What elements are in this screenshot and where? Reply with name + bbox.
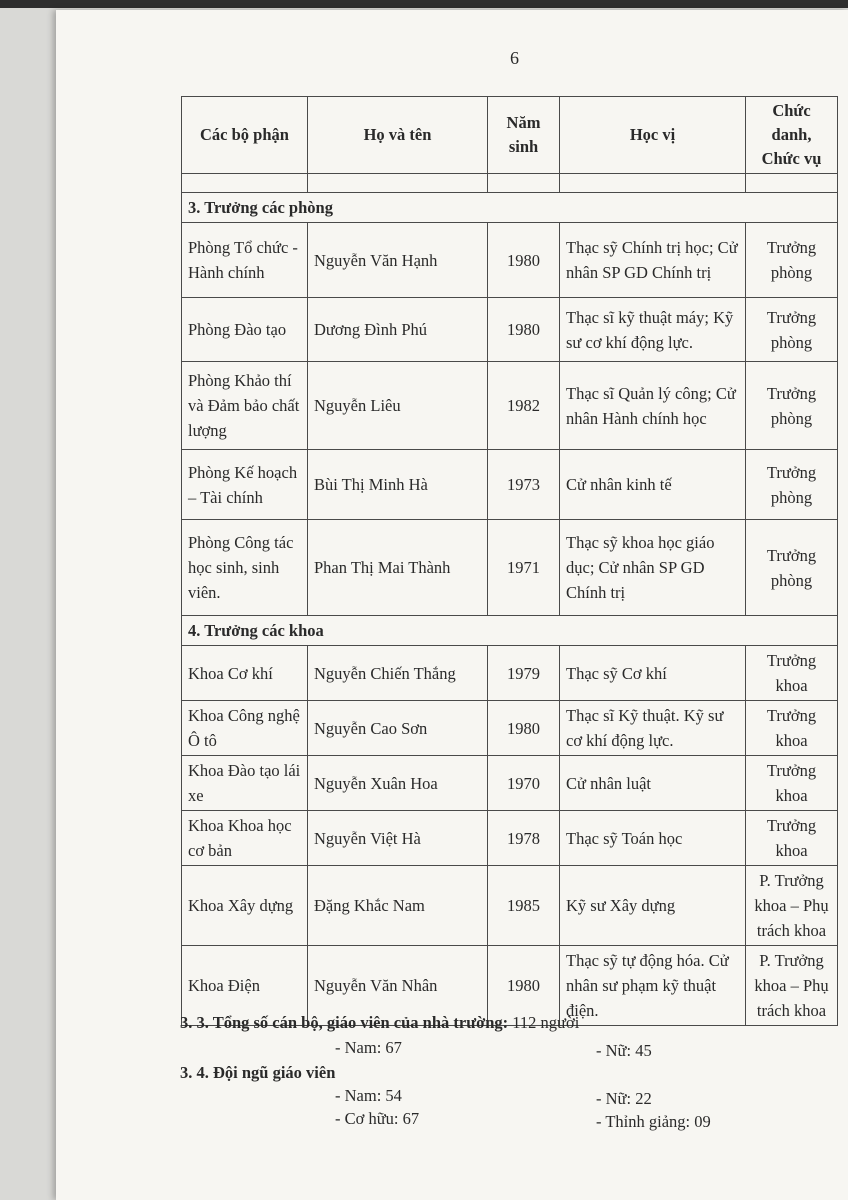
cell-position: Trưởng khoa xyxy=(746,811,838,866)
cell-name: Phan Thị Mai Thành xyxy=(308,520,488,616)
header-name: Họ và tên xyxy=(308,97,488,174)
table-row xyxy=(182,450,838,520)
cell-degree: Thạc sỹ khoa học giáo dục; Cử nhân SP GD Chính trị xyxy=(560,520,746,616)
cell-name: Bùi Thị Minh Hà xyxy=(308,450,488,520)
cell-position: P. Trưởng khoa – Phụ trách khoa xyxy=(746,946,838,1026)
table-row xyxy=(182,298,838,362)
cell-name: Nguyễn Xuân Hoa xyxy=(308,756,488,811)
cell-department: Khoa Đào tạo lái xe xyxy=(182,756,308,811)
cell-position: Trưởng phòng xyxy=(746,450,838,520)
cell-department: Khoa Xây dựng xyxy=(182,866,308,946)
cell-degree: Thạc sĩ kỹ thuật máy; Kỹ sư cơ khí động lực. xyxy=(560,298,746,362)
cell-birth-year: 1980 xyxy=(488,946,560,1026)
cell-degree: Thạc sĩ Kỹ thuật. Kỹ sư cơ khí động lực. xyxy=(560,701,746,756)
table-row xyxy=(182,701,838,756)
table-row xyxy=(182,520,838,616)
cell-birth-year: 1980 xyxy=(488,298,560,362)
cell-department: Khoa Điện xyxy=(182,946,308,1026)
cell-name: Dương Đình Phú xyxy=(308,298,488,362)
teachers-heading: 3. 4. Đội ngũ giáo viên xyxy=(180,1063,336,1082)
header-degree: Học vị xyxy=(560,97,746,174)
cell-position: Trưởng phòng xyxy=(746,298,838,362)
table-row xyxy=(182,646,838,701)
cell-name: Đặng Khắc Nam xyxy=(308,866,488,946)
staff-male: - Nam: 67 xyxy=(335,1038,402,1057)
cell-birth-year: 1979 xyxy=(488,646,560,701)
staff-table-body xyxy=(182,97,838,1026)
table-row xyxy=(182,223,838,298)
cell-position: Trưởng phòng xyxy=(746,223,838,298)
teachers-visiting: - Thỉnh giảng: 09 xyxy=(596,1112,711,1131)
cell-name: Nguyễn Việt Hà xyxy=(308,811,488,866)
table-header-row xyxy=(182,97,838,174)
page-number: 6 xyxy=(510,48,519,68)
cell-position: Trưởng khoa xyxy=(746,701,838,756)
cell-department: Phòng Đào tạo xyxy=(182,298,308,362)
cell-position: Trưởng phòng xyxy=(746,362,838,450)
cell-degree: Thạc sỹ Toán học xyxy=(560,811,746,866)
section-row xyxy=(182,616,838,646)
cell-department: Phòng Tổ chức - Hành chính xyxy=(182,223,308,298)
cell-degree: Thạc sỹ Cơ khí xyxy=(560,646,746,701)
table-row xyxy=(182,362,838,450)
cell-birth-year: 1978 xyxy=(488,811,560,866)
staff-total-value: 112 người xyxy=(512,1013,580,1032)
section-row xyxy=(182,193,838,223)
header-birth-year: Năm sinh xyxy=(488,97,560,174)
table-row xyxy=(182,811,838,866)
section-title: 4. Trưởng các khoa xyxy=(182,616,838,646)
scan-top-edge xyxy=(0,0,848,8)
cell-birth-year: 1970 xyxy=(488,756,560,811)
header-position: Chức danh, Chức vụ xyxy=(746,97,838,174)
cell-department: Khoa Cơ khí xyxy=(182,646,308,701)
cell-degree: Thạc sỹ tự động hóa. Cử nhân sư phạm kỹ thuật điện. xyxy=(560,946,746,1026)
cell-name: Nguyễn Văn Nhân xyxy=(308,946,488,1026)
staff-female: - Nữ: 45 xyxy=(596,1041,652,1060)
cell-name: Nguyễn Văn Hạnh xyxy=(308,223,488,298)
cell-position: Trưởng phòng xyxy=(746,520,838,616)
cell-position: P. Trưởng khoa – Phụ trách khoa xyxy=(746,866,838,946)
teachers-male: - Nam: 54 xyxy=(335,1086,402,1105)
cell-birth-year: 1971 xyxy=(488,520,560,616)
cell-name: Nguyễn Liêu xyxy=(308,362,488,450)
cell-degree: Thạc sĩ Quản lý công; Cử nhân Hành chính học xyxy=(560,362,746,450)
cell-position: Trưởng khoa xyxy=(746,756,838,811)
cell-degree: Cử nhân kinh tế xyxy=(560,450,746,520)
cell-degree: Kỹ sư Xây dựng xyxy=(560,866,746,946)
cell-birth-year: 1980 xyxy=(488,223,560,298)
table-row xyxy=(182,756,838,811)
cell-position: Trưởng khoa xyxy=(746,646,838,701)
header-department: Các bộ phận xyxy=(182,97,308,174)
staff-table xyxy=(181,96,838,1026)
cell-department: Khoa Khoa học cơ bản xyxy=(182,811,308,866)
cell-name: Nguyễn Chiến Thắng xyxy=(308,646,488,701)
cell-birth-year: 1982 xyxy=(488,362,560,450)
cell-department: Phòng Khảo thí và Đảm bảo chất lượng xyxy=(182,362,308,450)
cell-department: Phòng Công tác học sinh, sinh viên. xyxy=(182,520,308,616)
section-title: 3. Trưởng các phòng xyxy=(182,193,838,223)
cell-degree: Thạc sỹ Chính trị học; Cử nhân SP GD Chính trị xyxy=(560,223,746,298)
cell-birth-year: 1980 xyxy=(488,701,560,756)
cell-birth-year: 1973 xyxy=(488,450,560,520)
cell-department: Khoa Công nghệ Ô tô xyxy=(182,701,308,756)
cell-department: Phòng Kế hoạch – Tài chính xyxy=(182,450,308,520)
cell-degree: Cử nhân luật xyxy=(560,756,746,811)
staff-total-heading: 3. 3. Tổng số cán bộ, giáo viên của nhà trường: 112 người xyxy=(180,1013,580,1032)
table-row xyxy=(182,866,838,946)
cell-name: Nguyễn Cao Sơn xyxy=(308,701,488,756)
cell-birth-year: 1985 xyxy=(488,866,560,946)
teachers-permanent: - Cơ hữu: 67 xyxy=(335,1109,420,1128)
teachers-female: - Nữ: 22 xyxy=(596,1089,652,1108)
table-empty-row xyxy=(182,174,838,193)
